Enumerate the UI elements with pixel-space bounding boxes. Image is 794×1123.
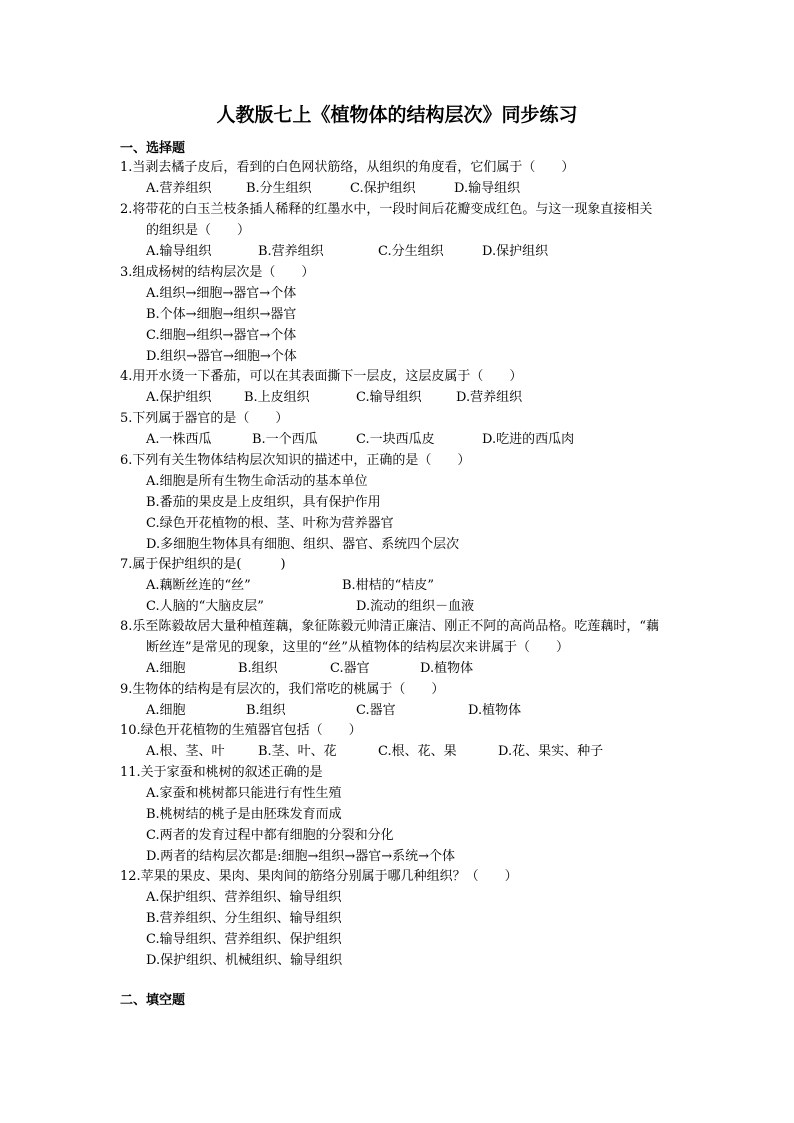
option-d: D.流动的组织－血液 bbox=[356, 599, 475, 614]
option-c: C.器官 bbox=[356, 703, 396, 718]
option-b: B.柑桔的“桔皮” bbox=[342, 578, 434, 593]
question-3-option-d: D.组织→器官→细胞→个体 bbox=[146, 349, 297, 364]
question-12-option-a: A.保护组织、营养组织、输导组织 bbox=[146, 890, 342, 905]
option-d: D.植物体 bbox=[468, 703, 522, 718]
option-b: B.分生组织 bbox=[246, 181, 312, 196]
question-3-option-c: C.细胞→组织→器官→个体 bbox=[146, 328, 297, 343]
question-6-option-b: B.番茄的果皮是上皮组织，具有保护作用 bbox=[146, 495, 381, 510]
question-6-option-d: D.多细胞生物体具有细胞、组织、器官、系统四个层次 bbox=[146, 537, 460, 552]
option-b: B.一个西瓜 bbox=[252, 432, 318, 447]
question-11-option-a: A.家蚕和桃树都只能进行有性生殖 bbox=[146, 786, 342, 801]
option-d: D.输导组织 bbox=[454, 181, 521, 196]
question-2-continued: 的组织是（ ） bbox=[146, 223, 251, 238]
question-10: 10.绿色开花植物的生殖器官包括（ ） bbox=[120, 723, 362, 738]
option-b: B.茎、叶、花 bbox=[258, 744, 337, 759]
question-3-option-b: B.个体→细胞→组织→器官 bbox=[146, 307, 297, 322]
option-a: A.营养组织 bbox=[146, 181, 212, 196]
question-4: 4.用开水烫一下番茄，可以在其表面撕下一层皮，这层皮属于（ ） bbox=[120, 369, 523, 384]
question-9: 9.生物体的结构是有层次的，我们常吃的桃属于（ ） bbox=[120, 682, 445, 697]
question-11-option-c: C.两者的发育过程中都有细胞的分裂和分化 bbox=[146, 828, 394, 843]
option-a: A.细胞 bbox=[146, 703, 186, 718]
question-6: 6.下列有关生物体结构层次知识的描述中，正确的是（ ） bbox=[120, 453, 471, 468]
question-12: 12.苹果的果皮、果肉、果肉间的筋络分别属于哪几种组织？（ ） bbox=[120, 869, 518, 884]
option-c: C.根、花、果 bbox=[378, 744, 457, 759]
option-a: A.一株西瓜 bbox=[146, 432, 212, 447]
option-b: B.组织 bbox=[238, 661, 278, 676]
section-heading-fill-in: 二、填空题 bbox=[120, 993, 186, 1008]
option-b: B.营养组织 bbox=[258, 244, 324, 259]
question-11-option-d: D.两者的结构层次都是:细胞→组织→器官→系统→个体 bbox=[146, 849, 456, 864]
option-d: D.保护组织 bbox=[482, 244, 549, 259]
option-c: C.输导组织 bbox=[356, 390, 422, 405]
question-11-option-b: B.桃树结的桃子是由胚珠发育而成 bbox=[146, 807, 342, 822]
question-6-option-a: A.细胞是所有生物生命活动的基本单位 bbox=[146, 474, 368, 489]
question-8-continued: 断丝连”是常见的现象，这里的“丝”从植物体的结构层次来讲属于（ ） bbox=[146, 640, 569, 655]
question-7: 7.属于保护组织的是( ) bbox=[120, 557, 286, 572]
question-11: 11.关于家蚕和桃树的叙述正确的是 bbox=[120, 765, 323, 780]
question-5: 5.下列属于器官的是（ ） bbox=[120, 411, 289, 426]
question-12-option-c: C.输导组织、营养组织、保护组织 bbox=[146, 932, 342, 947]
option-c: C.分生组织 bbox=[378, 244, 444, 259]
question-2: 2.将带花的白玉兰枝条插人稀释的红墨水中，一段时间后花瓣变成红色。与这一现象直接相关 bbox=[120, 202, 653, 217]
question-6-option-c: C.绿色开花植物的根、茎、叶称为营养器官 bbox=[146, 516, 394, 531]
option-c: C.保护组织 bbox=[350, 181, 416, 196]
page-title: 人教版七上《植物体的结构层次》同步练习 bbox=[216, 104, 578, 126]
section-heading-choice: 一、选择题 bbox=[120, 141, 186, 156]
option-c: C.器官 bbox=[330, 661, 370, 676]
question-1: 1.当剥去橘子皮后，看到的白色网状筋络，从组织的角度看，它们属于（ ） bbox=[120, 160, 575, 175]
option-a: A.藕断丝连的“丝” bbox=[146, 578, 251, 593]
option-a: A.细胞 bbox=[146, 661, 186, 676]
option-a: A.保护组织 bbox=[146, 390, 212, 405]
option-c: C.人脑的“大脑皮层” bbox=[146, 599, 264, 614]
option-a: A.根、茎、叶 bbox=[146, 744, 225, 759]
question-8: 8.乐至陈毅故居大量种植莲藕，象征陈毅元帅清正廉洁、刚正不阿的高尚品格。吃莲藕时，“藕 bbox=[120, 619, 660, 634]
question-12-option-d: D.保护组织、机械组织、输导组织 bbox=[146, 953, 343, 968]
option-c: C.一块西瓜皮 bbox=[356, 432, 435, 447]
option-a: A.输导组织 bbox=[146, 244, 212, 259]
option-d: D.植物体 bbox=[420, 661, 474, 676]
option-b: B.上皮组织 bbox=[244, 390, 310, 405]
question-3-option-a: A.组织→细胞→器官→个体 bbox=[146, 286, 297, 301]
option-d: D.花、果实、种子 bbox=[498, 744, 604, 759]
option-d: D.营养组织 bbox=[456, 390, 523, 405]
option-d: D.吃进的西瓜肉 bbox=[482, 432, 575, 447]
question-12-option-b: B.营养组织、分生组织、输导组织 bbox=[146, 911, 342, 926]
option-b: B.组织 bbox=[246, 703, 286, 718]
question-3: 3.组成杨树的结构层次是（ ） bbox=[120, 265, 315, 280]
